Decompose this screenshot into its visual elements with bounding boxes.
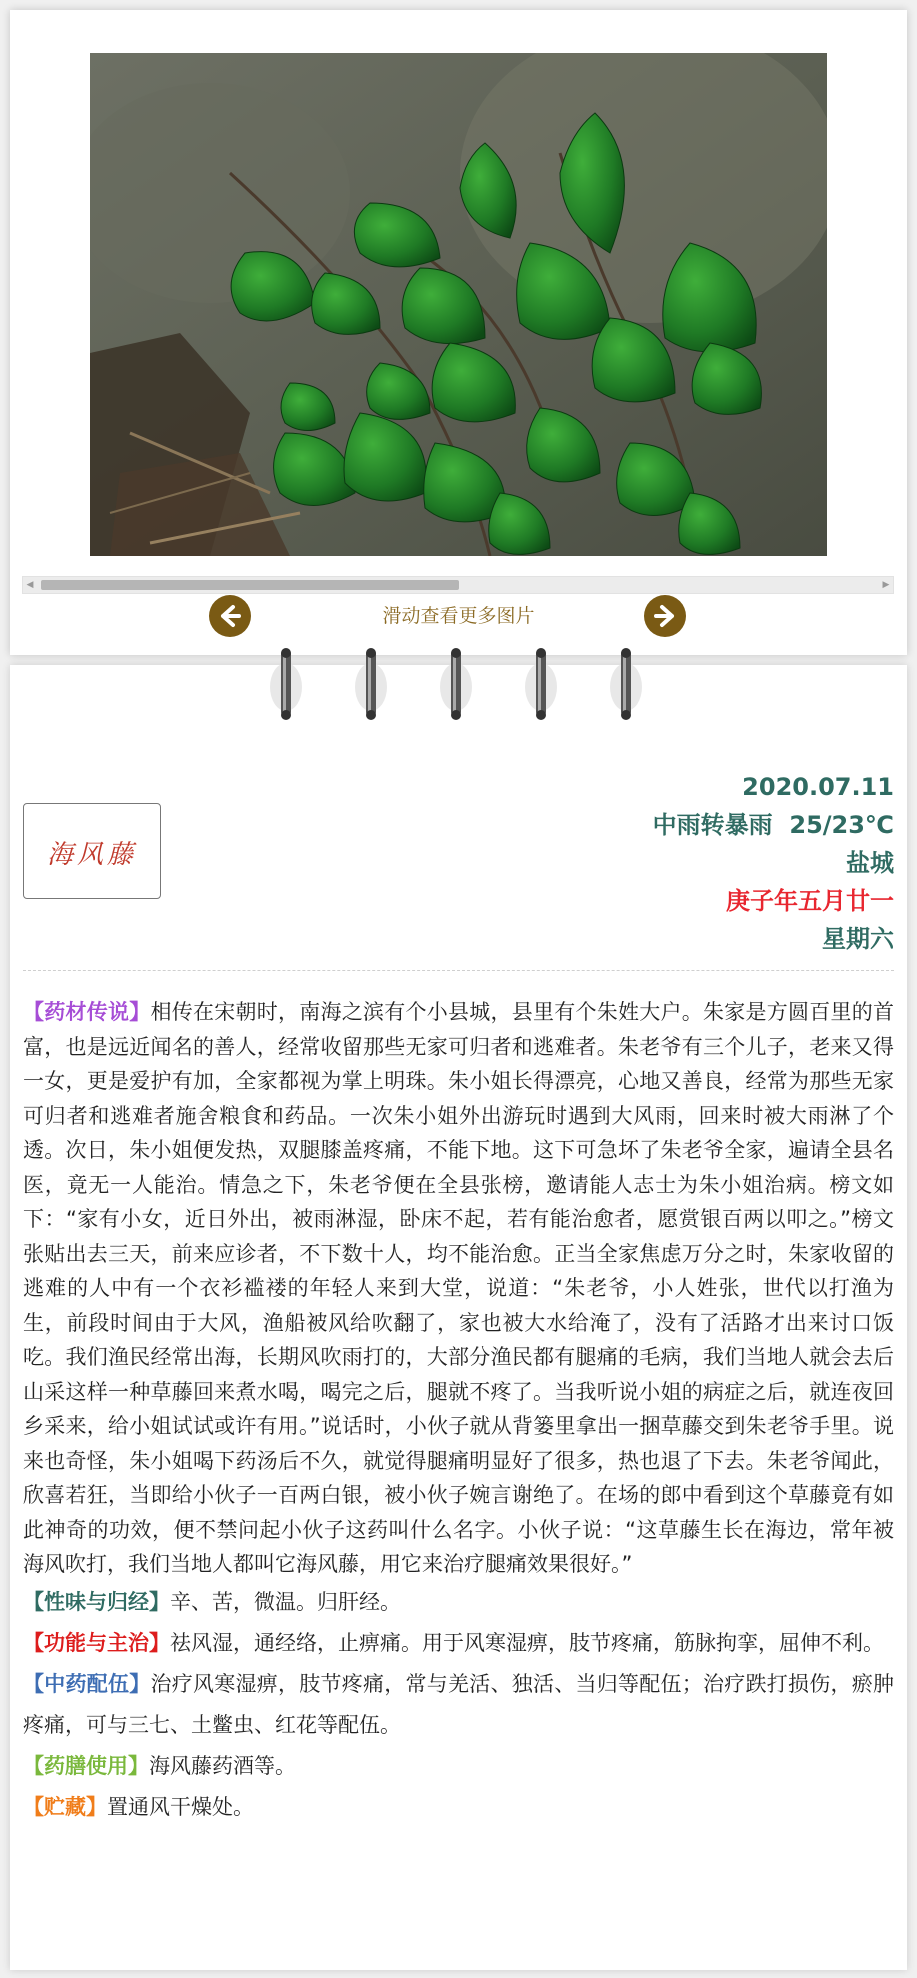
storage-tag: 【贮藏】 bbox=[23, 1794, 107, 1819]
storage-text: 置通风干燥处。 bbox=[107, 1794, 254, 1819]
function-text: 祛风湿，通经络，止痹痛。用于风寒湿痹，肢节疼痛，筋脉拘挛，屈伸不利。 bbox=[170, 1630, 884, 1655]
slide-hint-text: 滑动查看更多图片 bbox=[382, 605, 535, 627]
legend-text: 相传在宋朝时，南海之滨有个小县城，县里有个朱姓大户。朱家是方圆百里的首富，也是远近闻名的善人，经常收留那些无家可归者和逃难者。朱老爷有三个儿子，老来又得一女，更是爱护有加，全家都视为掌上明珠。朱小姐长得漂亮，心地又善良，经常为那些无家可归者和逃难者施舍粮食和药品。一次朱小姐外出游玩时遇到大风雨，回来时被大雨淋了个透。次日，朱小姐便发热，双腿膝盖疼痛，不能下地。这下可急坏了朱老爷全家，遍请全县名医，竟无一人能治。情急之下，朱老爷便在全县张榜，邀请能人志士为朱小姐治病。榜文如下：“家有小女，近日外出，被雨淋湿，卧床不起，若有能治愈者，愿赏银百两以叩之。”榜文张贴出去三天，前来应诊者，不下数十人，均不能治愈。正当全家焦虑万分之时，朱家收留的逃难的人中有一个衣衫褴褛的年轻人来到大堂，说道：“朱老爷，小人姓张，世代以打渔为生，前段时间由于大风，渔船被风给吹翻了，家也被大水给淹了，没有了活路才出来讨口饭吃。我们渔民经常出海，长期风吹雨打的，大部分渔民都有腿痛的毛病，我们当地人就会去后山采这样一种草藤回来煮水喝，喝完之后，腿就不疼了。当我听说小姐的病症之后，就连夜回乡采来，给小姐试试或许有用。”说话时，小伙子就从背篓里拿出一捆草藤交到朱老爷手里。说来也奇怪，朱小姐喝下药汤后不久，就觉得腿痛明显好了很多，热也退了下去。朱老爷闻此，欣喜若狂，当即给小伙子一百两白银，被小伙子婉言谢绝了。在场的郎中看到这个草藤竟有如此神奇的功效，便不禁问起小伙子这药叫什么名字。小伙子说：“这草藤生长在海边，常年被海风吹打，我们当地人都叫它海风藤，用它来治疗腿痛效果很好。” bbox=[23, 1000, 894, 1576]
seal-text: 海风藤 bbox=[46, 840, 137, 870]
compatibility-text: 治疗风寒湿痹，肢节疼痛，常与羌活、独活、当归等配伍；治疗跌打损伤，瘀肿疼痛，可与三七、土鳖虫、红花等配伍。 bbox=[23, 1671, 894, 1737]
function-tag: 【功能与主治】 bbox=[23, 1630, 170, 1655]
city-text: 盐城 bbox=[846, 849, 894, 877]
binder-ring-icon bbox=[353, 645, 389, 723]
gallery-scrollbar[interactable] bbox=[22, 576, 894, 594]
scroll-right-arrow-icon[interactable]: ▶ bbox=[882, 580, 890, 590]
next-image-button[interactable] bbox=[644, 595, 686, 637]
arrow-left-icon bbox=[209, 595, 251, 637]
article-content bbox=[23, 995, 894, 1828]
binder-rings bbox=[0, 645, 917, 725]
date-weather-info bbox=[653, 768, 894, 958]
nature-text: 辛、苦，微温。归肝经。 bbox=[170, 1589, 401, 1614]
arrow-right-icon bbox=[644, 595, 686, 637]
date-text: 2020.07.11 bbox=[742, 773, 894, 801]
dashed-divider bbox=[23, 970, 894, 971]
image-gallery-card bbox=[10, 10, 907, 655]
storage-paragraph bbox=[23, 1787, 894, 1828]
legend-paragraph bbox=[23, 995, 894, 1582]
diet-paragraph bbox=[23, 1746, 894, 1787]
compatibility-tag: 【中药配伍】 bbox=[23, 1671, 151, 1696]
scroll-left-arrow-icon[interactable]: ◀ bbox=[26, 580, 34, 590]
binder-ring-icon bbox=[268, 645, 304, 723]
nature-paragraph bbox=[23, 1582, 894, 1623]
binder-ring-icon bbox=[523, 645, 559, 723]
weather-text: 中雨转暴雨 25/23℃ bbox=[652, 811, 894, 839]
herb-seal-logo bbox=[23, 803, 161, 899]
compatibility-paragraph bbox=[23, 1664, 894, 1746]
binder-ring-icon bbox=[438, 645, 474, 723]
nature-tag: 【性味与归经】 bbox=[23, 1589, 170, 1614]
scrollbar-thumb[interactable] bbox=[41, 580, 459, 590]
diet-text: 海风藤药酒等。 bbox=[149, 1753, 296, 1778]
function-paragraph bbox=[23, 1623, 894, 1664]
diet-tag: 【药膳使用】 bbox=[23, 1753, 149, 1778]
lunar-date-text: 庚子年五月廿一 bbox=[726, 887, 894, 915]
binder-ring-icon bbox=[608, 645, 644, 723]
weekday-text: 星期六 bbox=[822, 925, 894, 953]
legend-tag: 【药材传说】 bbox=[23, 1000, 151, 1024]
previous-image-button[interactable] bbox=[209, 595, 251, 637]
herb-photo[interactable] bbox=[90, 53, 827, 556]
